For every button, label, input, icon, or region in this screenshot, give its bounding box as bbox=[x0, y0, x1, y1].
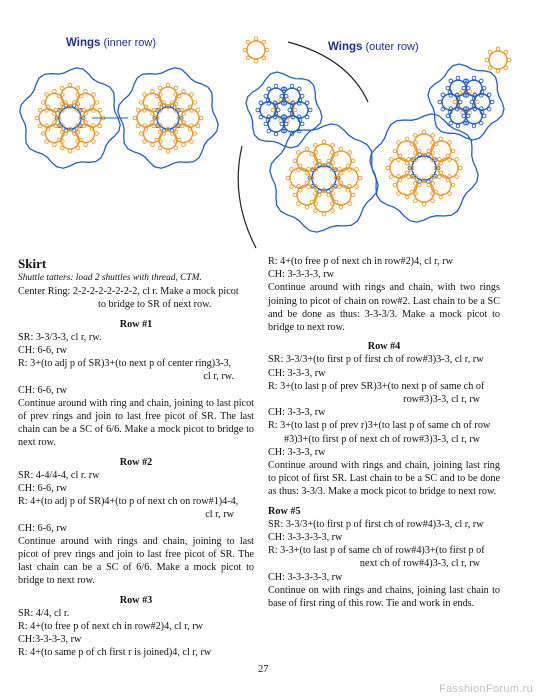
picot bbox=[305, 115, 309, 119]
picot bbox=[355, 168, 359, 172]
picot bbox=[490, 100, 494, 104]
tatting-ring bbox=[157, 107, 179, 129]
picot bbox=[133, 116, 137, 120]
picot bbox=[331, 144, 335, 148]
row1-line: CH: 6-6, rw bbox=[18, 384, 67, 396]
row3-line: CH:3-3-3-3, rw bbox=[18, 634, 82, 646]
picot bbox=[414, 199, 418, 203]
picot bbox=[305, 101, 309, 105]
picot bbox=[38, 124, 42, 128]
picot bbox=[190, 140, 194, 144]
row1-title: Row #1 bbox=[119, 318, 153, 330]
picot bbox=[265, 48, 269, 52]
row5-title: Row #5 bbox=[268, 505, 301, 517]
row3-paragraph: Continue around with rings and chain, with two rings joining to picot of chain on row#2. Last chain to be a SC and be done as thus: 3-3-3/3. Make a mock picot to bridge to next row. bbox=[268, 282, 500, 334]
row3-line: R: 4+(to free p of next ch in row#2)4, cl r, rw bbox=[268, 256, 453, 267]
picot bbox=[355, 185, 359, 189]
picot bbox=[308, 108, 312, 112]
chain-outline bbox=[246, 72, 322, 148]
section-title-skirt: Skirt bbox=[18, 256, 47, 271]
picot bbox=[456, 76, 460, 80]
row1-paragraph: Continue around with ring and chain, joining to last picot of prev rings and join to last free picot of SR. The last chain can be a SC of 6/6. Make a mock picot to bridge to next row. bbox=[18, 397, 254, 449]
picot bbox=[284, 122, 288, 126]
picot bbox=[158, 86, 162, 90]
picot bbox=[470, 100, 474, 104]
picot bbox=[479, 79, 483, 83]
picot bbox=[348, 151, 352, 155]
picot bbox=[60, 86, 64, 90]
picot bbox=[462, 114, 466, 118]
picot bbox=[466, 114, 470, 118]
shuttle-note: Shuttle tatters: load 2 shuttles with thread, CTM. bbox=[18, 273, 202, 283]
row1-line: cl r, rw. bbox=[203, 371, 234, 383]
picot bbox=[393, 149, 397, 153]
picot bbox=[76, 86, 80, 90]
inner-title-sub: (inner row) bbox=[103, 37, 157, 49]
row2-paragraph: Continue around with rings and chain, joining to last picot of prev rings and join to last free picot of SR. The last chain can be a SC of 6/6. Make a mock picot to bridge to next row. bbox=[18, 535, 254, 587]
picot bbox=[193, 132, 197, 136]
chain-outline bbox=[428, 64, 504, 140]
picot bbox=[390, 175, 394, 179]
row1-line: CH: 6-6, rw bbox=[18, 345, 67, 357]
picot bbox=[331, 209, 335, 213]
picot bbox=[95, 101, 99, 105]
row4-line: CH: 3-3-3, rw bbox=[268, 367, 326, 379]
tatting-ring bbox=[489, 51, 507, 69]
picot bbox=[151, 89, 155, 93]
picot bbox=[53, 89, 57, 93]
picot bbox=[196, 124, 200, 128]
picot bbox=[496, 69, 500, 73]
center-ring-line-1: Center Ring: 2-2-2-2-2-2-2-2, cl r. Make a mock picot bbox=[18, 286, 239, 298]
watermark: FasshionForum.ru bbox=[438, 683, 533, 695]
picot bbox=[449, 79, 453, 83]
picot bbox=[143, 140, 147, 144]
picot bbox=[339, 205, 343, 209]
picot bbox=[293, 193, 297, 197]
picot bbox=[431, 199, 435, 203]
picot bbox=[475, 100, 479, 104]
picot bbox=[92, 140, 96, 144]
picot bbox=[293, 108, 297, 112]
row5-line: CH: 3-3-3-3-3, rw bbox=[268, 571, 343, 583]
picot bbox=[174, 86, 178, 90]
flow-arrow bbox=[238, 146, 256, 248]
picot bbox=[84, 143, 88, 147]
picot bbox=[262, 56, 266, 60]
picot bbox=[446, 114, 450, 118]
picot bbox=[76, 146, 80, 150]
picot bbox=[267, 87, 271, 91]
row4-line: R: 3+(to last p of prev r)3+(to last p of same ch of row bbox=[268, 420, 491, 432]
picot bbox=[297, 87, 301, 91]
picot bbox=[431, 134, 435, 138]
picot bbox=[264, 122, 268, 126]
picot bbox=[98, 108, 102, 112]
picot bbox=[458, 100, 462, 104]
inner-row-wing-diagram bbox=[18, 30, 228, 205]
picot bbox=[196, 108, 200, 112]
picot bbox=[151, 143, 155, 147]
picot bbox=[351, 193, 355, 197]
row5-line: SR: 3-3/3+(to first p of first ch of row#4)3-3, cl r, rw bbox=[268, 518, 484, 530]
picot bbox=[98, 124, 102, 128]
row3-line: R: 4+(to same p of ch first r is joined)4, cl r, rw bbox=[18, 647, 212, 659]
picot bbox=[274, 132, 278, 136]
picot bbox=[405, 137, 409, 141]
row2-line: SR: 4-4/4-4, cl r. rw bbox=[18, 469, 100, 481]
picot bbox=[297, 151, 301, 155]
picot bbox=[386, 166, 390, 170]
picot bbox=[448, 192, 452, 196]
row4-line: CH: 3-3-3, rw bbox=[268, 407, 326, 419]
row5-line: R: 3-3+(to last p of same ch of row#4)3+(to first p of bbox=[268, 545, 485, 557]
picot bbox=[300, 122, 304, 126]
picot bbox=[305, 147, 309, 151]
row4-line: CH: 3-3-3, rw bbox=[268, 446, 326, 458]
row5-line: next ch of row#4)3-3, cl r, rw bbox=[359, 558, 480, 570]
picot bbox=[84, 89, 88, 93]
picot bbox=[182, 89, 186, 93]
row1-line: SR: 3-3/3-3, cl r, rw. bbox=[18, 331, 102, 343]
picot bbox=[41, 132, 45, 136]
picot bbox=[441, 107, 445, 111]
row2-line: cl r, rw bbox=[205, 509, 234, 521]
row3-title: Row #3 bbox=[119, 594, 153, 606]
picot bbox=[314, 144, 318, 148]
picot bbox=[339, 147, 343, 151]
picot bbox=[297, 202, 301, 206]
row4-line: row#3)3-3, cl r, rw bbox=[403, 394, 480, 406]
picot bbox=[455, 175, 459, 179]
right-text-column bbox=[268, 255, 500, 610]
tatting-ring bbox=[312, 166, 336, 190]
row3-line: R: 4+(to free p of next ch in row#2)4, cl r, rw bbox=[18, 621, 203, 633]
picot bbox=[305, 205, 309, 209]
picot bbox=[451, 183, 455, 187]
picot bbox=[314, 209, 318, 213]
picot bbox=[504, 50, 508, 54]
picot bbox=[496, 47, 500, 51]
picot bbox=[458, 166, 462, 170]
picot bbox=[139, 101, 143, 105]
picot bbox=[507, 58, 511, 62]
picot bbox=[136, 108, 140, 112]
picot bbox=[143, 93, 147, 97]
picot bbox=[351, 159, 355, 163]
row5-line: CH: 3-3-3-3-3, rw bbox=[268, 532, 343, 544]
inner-title-bold: Wings bbox=[66, 37, 101, 49]
picot bbox=[276, 108, 280, 112]
row5-paragraph: Continue on with rings and chains, joining last chain to base of first ring of this row. Tie and work in ends. bbox=[268, 584, 500, 610]
row3-line: SR: 4/4, cl r. bbox=[18, 607, 70, 619]
picot bbox=[246, 56, 250, 60]
picot bbox=[60, 146, 64, 150]
picot bbox=[439, 137, 443, 141]
picot bbox=[405, 195, 409, 199]
picot bbox=[290, 168, 294, 172]
picot bbox=[472, 76, 476, 80]
page-number: 27 bbox=[258, 664, 269, 675]
picot bbox=[193, 101, 197, 105]
row4-line: R: 3+(to last p of prev SR)3+(to next p of same ch of bbox=[268, 380, 485, 392]
picot bbox=[92, 93, 96, 97]
row2-line: CH: 6-6, rw bbox=[18, 483, 67, 495]
row2-title: Row #2 bbox=[119, 456, 153, 468]
picot bbox=[290, 84, 294, 88]
picot bbox=[259, 101, 263, 105]
picot bbox=[455, 158, 459, 162]
picot bbox=[293, 159, 297, 163]
picot bbox=[322, 140, 326, 144]
picot bbox=[487, 93, 491, 97]
picot bbox=[479, 121, 483, 125]
picot bbox=[322, 212, 326, 216]
picot bbox=[288, 108, 292, 112]
picot bbox=[286, 176, 290, 180]
picot bbox=[256, 108, 260, 112]
row3-line: CH: 3-3-3-3, rw bbox=[268, 269, 334, 281]
picot bbox=[136, 124, 140, 128]
row2-line: R: 4+(to adj p of SR)4+(to p of next ch on row#1)4-4, bbox=[18, 496, 239, 508]
picot bbox=[482, 114, 486, 118]
picot bbox=[267, 129, 271, 133]
picot bbox=[243, 48, 247, 52]
picot bbox=[448, 141, 452, 145]
picot bbox=[41, 101, 45, 105]
picot bbox=[262, 40, 266, 44]
picot bbox=[348, 202, 352, 206]
picot bbox=[300, 94, 304, 98]
picot bbox=[441, 93, 445, 97]
picot bbox=[182, 143, 186, 147]
picot bbox=[393, 183, 397, 187]
picot bbox=[453, 100, 457, 104]
picot bbox=[271, 108, 275, 112]
tatting-ring bbox=[59, 107, 81, 129]
picot bbox=[139, 132, 143, 136]
picot bbox=[199, 116, 203, 120]
outer-title-bold: Wings bbox=[328, 41, 363, 53]
picot bbox=[462, 86, 466, 90]
outer-row-wing-diagram bbox=[228, 28, 534, 260]
outer-title-sub: (outer row) bbox=[365, 41, 419, 53]
picot bbox=[45, 140, 49, 144]
picot bbox=[439, 195, 443, 199]
picot bbox=[166, 149, 170, 153]
picot bbox=[274, 84, 278, 88]
picot bbox=[280, 94, 284, 98]
picot bbox=[456, 124, 460, 128]
center-ring-line-2: to bridge to SR of next row. bbox=[98, 299, 212, 311]
picot bbox=[264, 94, 268, 98]
row2-line: CH: 6-6, rw bbox=[18, 522, 67, 534]
row1-line: R: 3+(to adj p of SR)3+(to next p of center ring)3-3, bbox=[18, 358, 232, 370]
picot bbox=[397, 192, 401, 196]
picot bbox=[446, 86, 450, 90]
picot bbox=[472, 124, 476, 128]
picot bbox=[504, 66, 508, 70]
picot bbox=[174, 146, 178, 150]
tatting-ring bbox=[412, 156, 436, 180]
picot bbox=[45, 93, 49, 97]
picot bbox=[68, 149, 72, 153]
picot bbox=[190, 93, 194, 97]
picot bbox=[414, 134, 418, 138]
picot bbox=[422, 130, 426, 134]
picot bbox=[280, 122, 284, 126]
picot bbox=[259, 115, 263, 119]
picot bbox=[95, 132, 99, 136]
picot bbox=[254, 59, 258, 63]
picot bbox=[358, 176, 362, 180]
picot bbox=[422, 202, 426, 206]
picot bbox=[482, 86, 486, 90]
picot bbox=[449, 121, 453, 125]
picot bbox=[246, 40, 250, 44]
row4-title: Row #4 bbox=[367, 341, 401, 353]
row4-paragraph: Continue around with rings and chain, joining last ring to picot of first SR. Last chain to be a SC and to be done as thus: 3-3/3. Make a mock picot to bridge to next row. bbox=[268, 460, 500, 498]
picot bbox=[35, 116, 39, 120]
picot bbox=[158, 146, 162, 150]
picot bbox=[487, 107, 491, 111]
picot bbox=[488, 66, 492, 70]
picot bbox=[390, 158, 394, 162]
row4-line: #3)3+(to first p of next ch of row#3)3-3, cl r, rw bbox=[283, 433, 480, 445]
picot bbox=[68, 83, 72, 87]
row4-line: SR: 3-3/3+(to first p of first ch of row#3)3-3, cl r, rw bbox=[268, 354, 484, 366]
picot bbox=[166, 83, 170, 87]
picot bbox=[451, 149, 455, 153]
picot bbox=[397, 141, 401, 145]
picot bbox=[254, 37, 258, 41]
picot bbox=[38, 108, 42, 112]
picot bbox=[284, 94, 288, 98]
picot bbox=[466, 86, 470, 90]
picot bbox=[290, 185, 294, 189]
picot bbox=[438, 100, 442, 104]
tatting-ring bbox=[247, 41, 265, 59]
picot bbox=[488, 50, 492, 54]
picot bbox=[485, 58, 489, 62]
left-text-column bbox=[18, 256, 254, 660]
picot bbox=[53, 143, 57, 147]
